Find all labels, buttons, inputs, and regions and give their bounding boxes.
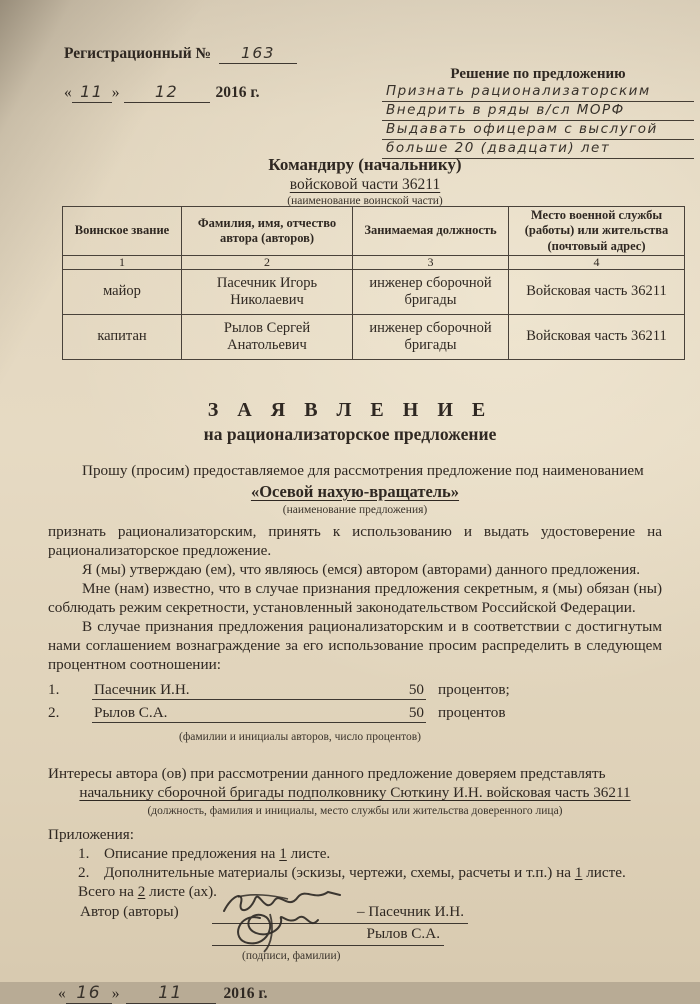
- top-date-close-quote: »: [111, 84, 120, 101]
- signature-name: Рылов С.А.: [366, 925, 440, 942]
- col-number: 3: [353, 255, 509, 269]
- share-author-name: Пасечник И.Н.: [94, 681, 190, 698]
- registration-label: Регистрационный №: [64, 45, 212, 62]
- decision-line: Внедрить в ряды в/сл МОРФ: [382, 102, 694, 121]
- attachment-text-post: листе.: [286, 845, 331, 862]
- share-paragraph: В случае признания предложения рационализаторским и в соответствии с достигнутым нами соглашением вознаграждение за его использование просим распределить в следующем процентном соотношении:: [48, 618, 662, 673]
- col-number: 4: [509, 255, 685, 269]
- addressee-caption: (наименование воинской части): [287, 195, 443, 207]
- top-date-day-underline: [72, 82, 112, 103]
- total-sheet-count: 2: [137, 883, 146, 900]
- top-date-year: 2016 г.: [215, 84, 260, 101]
- authorship-paragraph: Я (мы) утверждаю (ем), что являюсь (емся) автором (авторами) данного предложения.: [82, 561, 641, 578]
- top-date-month: 12: [154, 82, 179, 101]
- footer-date-month-underline: [126, 984, 216, 1004]
- top-date-line: [64, 82, 260, 103]
- addressee-block: [175, 155, 555, 207]
- top-date-month-underline: [124, 82, 210, 103]
- footer-date-month: 11: [158, 983, 183, 1003]
- header-rank: Воинское звание: [63, 207, 182, 256]
- header-name: Фамилия, имя, отчество автора (авторов): [182, 207, 353, 256]
- top-date-day: 11: [80, 82, 104, 101]
- representative-value: начальнику сборочной бригады подполковнику Сюткину И.Н. войсковая часть 36211: [79, 784, 631, 801]
- name-cell: Рылов Сергей Анатольевич: [182, 314, 353, 359]
- registration-number-underline: [219, 44, 297, 64]
- representative-block: [48, 764, 662, 821]
- share-percent-label: процентов;: [438, 681, 510, 698]
- attachment-number: 2.: [78, 864, 90, 881]
- place-cell: Войсковая часть 36211: [509, 314, 685, 359]
- header-place: Место военной службы (работы) или жительства (почтовый адрес): [509, 207, 685, 256]
- footer-date-year: 2016 г.: [223, 985, 268, 1002]
- proposal-caption: (наименование предложения): [282, 504, 428, 516]
- signature-caption: (подписи, фамилии): [242, 950, 341, 962]
- share-author-name: Рылов С.А.: [94, 704, 168, 721]
- decision-block: [382, 66, 694, 159]
- footer-date-day: 16: [76, 983, 102, 1003]
- attachments-total: [78, 882, 662, 901]
- attachment-sheet-count: 1: [574, 864, 583, 881]
- total-text-post: листе (ах).: [145, 883, 217, 900]
- decision-line: Признать рационализаторским: [382, 83, 694, 102]
- signature-dash: –: [357, 903, 365, 920]
- top-date-open-quote: «: [64, 84, 72, 101]
- document-body: [48, 461, 662, 1004]
- attachment-item: [78, 863, 662, 882]
- representative-caption: (должность, фамилия и инициалы, место службы или жительства доверенного лица): [147, 805, 563, 817]
- share-row: [48, 680, 662, 703]
- representative-intro: Интересы автора (ов) при рассмотрении данного предложение доверяем представлять: [48, 765, 606, 782]
- signature-row: [80, 924, 662, 946]
- share-percent-label: процентов: [438, 704, 506, 721]
- share-underline: [92, 680, 426, 700]
- col-number: 1: [63, 255, 182, 269]
- share-underline: [92, 703, 426, 723]
- share-percent-value: 50: [408, 681, 424, 698]
- addressee-title: Командиру (начальнику): [268, 155, 462, 174]
- table-row: [63, 269, 685, 314]
- decision-line: больше 20 (двадцати) лет: [382, 140, 694, 159]
- intro-paragraph: Прошу (просим) предоставляемое для рассмотрения предложение под наименованием: [82, 462, 644, 479]
- attachment-number: 1.: [78, 845, 90, 862]
- name-cell: Пасечник Игорь Николаевич: [182, 269, 353, 314]
- signature-area: [80, 902, 662, 966]
- total-text-pre: Всего на: [78, 883, 138, 900]
- decision-line: Выдавать офицерам с выслугой: [382, 121, 694, 140]
- authors-table: [62, 206, 685, 360]
- addressee-unit: войсковой части 36211: [289, 176, 441, 193]
- share-list-caption: (фамилии и инициалы авторов, число процентов): [179, 731, 421, 743]
- signature-row: [80, 902, 662, 924]
- position-cell: инженер сборочной бригады: [353, 314, 509, 359]
- registration-number: 163: [240, 44, 276, 62]
- registration-line: [64, 44, 297, 64]
- rylov-signature-scribble: [226, 910, 336, 954]
- signature-underline: [212, 924, 444, 946]
- header-position: Занимаемая должность: [353, 207, 509, 256]
- footer-date-open-quote: «: [58, 985, 66, 1002]
- footer-date-close-quote: »: [111, 985, 120, 1002]
- signature-label: Автор (авторы): [80, 903, 179, 920]
- decision-title: Решение по предложению: [450, 66, 626, 82]
- table-header-row: [63, 207, 685, 256]
- share-list: [48, 680, 662, 747]
- intro-continuation: признать рационализаторским, принять к использованию и выдать удостоверение на рационализаторское предложение.: [48, 523, 662, 559]
- col-number: 2: [182, 255, 353, 269]
- proposal-name: «Осевой нахую-вращатель»: [250, 482, 460, 501]
- share-percent-value: 50: [408, 704, 424, 721]
- position-cell: инженер сборочной бригады: [353, 269, 509, 314]
- attachment-text: [104, 844, 330, 863]
- rank-cell: капитан: [63, 314, 182, 359]
- attachment-text-post: листе.: [582, 864, 626, 881]
- rank-cell: майор: [63, 269, 182, 314]
- footer-date-line: [58, 984, 662, 1004]
- attachments-label: Приложения:: [48, 826, 134, 843]
- table-row: [63, 314, 685, 359]
- share-row: [48, 703, 662, 726]
- secrecy-paragraph: Мне (нам) известно, что в случае признания предложения секретным, я (мы) обязан (ны) соблюдать режим секретности, установленный законодательством Российской Федерации.: [48, 580, 662, 616]
- attachment-item: [78, 844, 662, 863]
- share-number: 1.: [48, 681, 60, 698]
- document-subtitle: на рационализаторское предложение: [203, 424, 497, 444]
- attachment-text-pre: Описание предложения на: [104, 845, 280, 862]
- attachment-sheet-count: 1: [279, 845, 287, 862]
- share-number: 2.: [48, 704, 60, 721]
- document-title: З А Я В Л Е Н И Е: [207, 399, 493, 421]
- signature-name: Пасечник И.Н.: [368, 903, 464, 920]
- attachment-text-pre: Дополнительные материалы (эскизы, чертежи, схемы, расчеты и т.п.) на: [104, 864, 575, 881]
- attachment-text: [104, 863, 626, 882]
- place-cell: Войсковая часть 36211: [509, 269, 685, 314]
- footer-date-day-underline: [66, 984, 112, 1004]
- table-number-row: [63, 255, 685, 269]
